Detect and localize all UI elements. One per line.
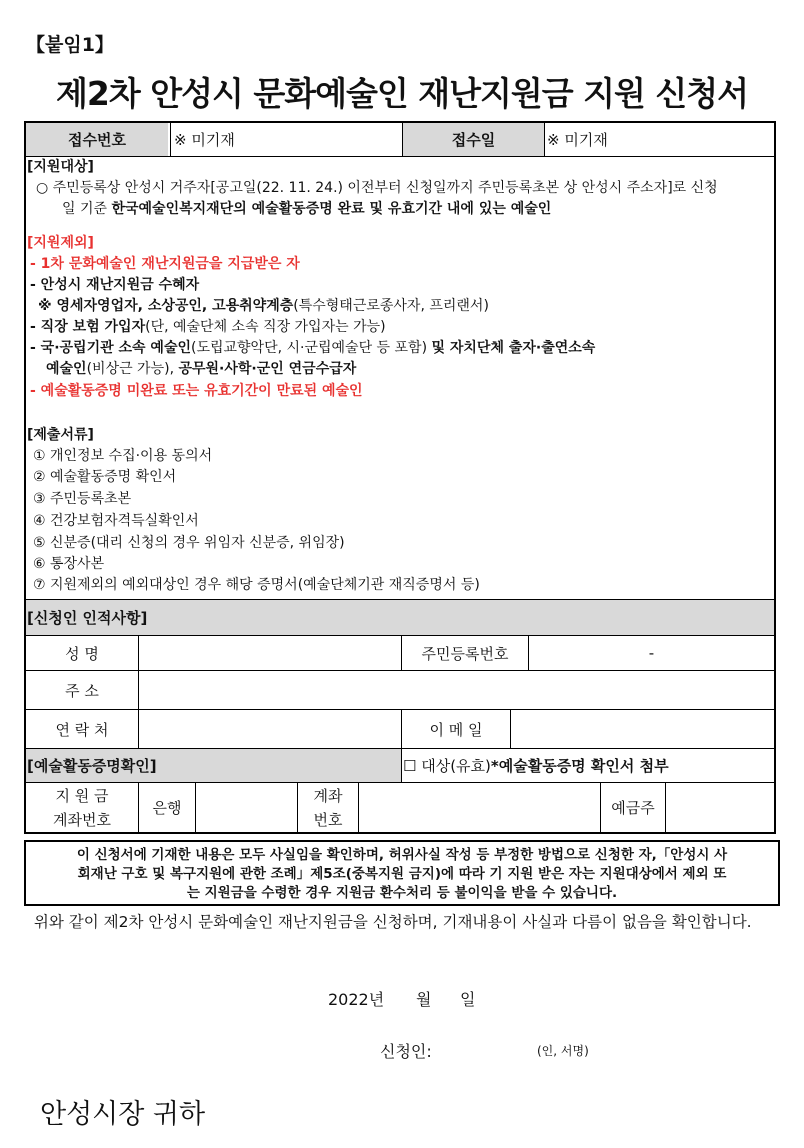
confirmation-statement: 위와 같이 제2차 안성시 문화예술인 재난지원금을 신청하며, 기재내용이 사실과 다름이 없음을 확인합니다. [33,913,752,931]
rrn-field[interactable]: - [648,644,655,662]
exclusion-item-6: 예술인(비상근 가능), 공무원·사학·군인 연금수급자 [46,361,357,377]
bank-label: 은행 [152,799,182,817]
address-field[interactable] [139,671,774,709]
signer-label: 신청인: [380,1042,432,1061]
exclusion-item-2: - 안성시 재난지원금 수혜자 [30,277,200,293]
holder-label: 예금주 [611,799,655,817]
notice-line: 회재난 구호 및 복구지원에 관한 조례」제5조(중복지원 금지)에 따라 기 지원 받은 자는 지원대상에서 제외 또 [77,866,727,882]
account-label: 지 원 금 계좌번호 [53,786,111,829]
contact-label: 연 락 처 [55,720,109,739]
document-item: ⑦ 지원제외의 예외대상인 경우 해당 증명서(예술단체기관 재직증명서 등) [33,577,480,593]
document-item: ⑤ 신분증(대리 신청의 경우 위임자 신분증, 위임장) [33,535,345,551]
document-title: 제2차 안성시 문화예술인 재난지원금 지원 신청서 [56,74,748,113]
art-cert-option[interactable] [403,749,774,782]
document-item: ③ 주민등록초본 [33,491,132,507]
exclusion-item-4: - 직장 보험 가입자(단, 예술단체 소속 직장 가입자는 가능) [30,319,386,335]
receipt-date-label: 접수일 [403,123,544,156]
account-number-label: 계좌 번호 [313,786,343,829]
art-cert-heading: [예술활동증명확인] [26,749,401,782]
contact-field[interactable] [139,710,401,748]
name-label: 성 명 [65,644,99,663]
address-label: 주 소 [65,681,99,700]
date-month: 월 [416,990,432,1009]
eligibility-heading: [지원대상] [27,159,94,175]
exclusion-item-5: - 국·공립기관 소속 예술인(도립교향악단, 시·군립예술단 등 포함) 및 자치단체 출자·출연소속 [30,340,596,356]
name-field[interactable] [139,636,401,670]
documents-heading: [제출서류] [27,427,94,443]
notice-box [24,840,780,906]
art-cert-checkbox[interactable]: ☐ 대상(유효) [403,757,491,775]
addressee: 안성시장 귀하 [40,1099,206,1130]
eligibility-line-2: 일 기준 한국예술인복지재단의 예술활동증명 완료 및 유효기간 내에 있는 예술인 [62,201,552,217]
applicant-heading: [신청인 인적사항] [26,600,774,635]
holder-field[interactable] [666,783,774,832]
rrn-label: 주민등록번호 [421,644,509,663]
receipt-date-value: ※ 미기재 [547,131,608,149]
art-cert-note: *예술활동증명 확인서 첨부 [490,757,669,775]
receipt-number-label: 접수번호 [26,123,168,156]
email-field[interactable] [511,710,774,748]
seal-note: (인, 서명) [537,1044,589,1058]
notice-line: 이 신청서에 기재한 내용은 모두 사실임을 확인하며, 허위사실 작성 등 부정한 방법으로 신청한 자,「안성시 사 [76,847,728,863]
email-label: 이 메 일 [429,720,483,739]
exclusion-item-7: - 예술활동증명 미완료 또는 유효기간이 만료된 예술인 [30,383,363,399]
attachment-label: 【붙임1】 [26,34,114,56]
application-form [24,121,776,834]
date-year: 2022년 [328,990,385,1009]
document-item: ② 예술활동증명 확인서 [33,469,177,485]
document-item: ④ 건강보험자격득실확인서 [33,513,199,529]
date-day: 일 [460,990,476,1009]
document-item: ⑥ 통장사본 [33,556,105,572]
account-number-field[interactable] [359,783,600,832]
receipt-number-value: ※ 미기재 [174,131,235,149]
notice-line: 는 지원금을 수령한 경우 지원금 환수처리 등 불이익을 받을 수 있습니다. [186,885,618,901]
exclusion-item-3: ※ 영세자영업자, 소상공인, 고용취약계층(특수형태근로종사자, 프리랜서) [38,298,489,314]
eligibility-line-1: ○ 주민등록상 안성시 거주자[공고일(22. 11. 24.) 이전부터 신청일까지 주민등록초본 상 안성시 주소자]로 신청 [36,180,718,196]
document-item: ① 개인정보 수집·이용 동의서 [33,448,213,464]
exclusion-item-1: - 1차 문화예술인 재난지원금을 지급받은 자 [30,256,300,272]
exclusion-heading: [지원제외] [27,235,94,251]
bank-field[interactable] [196,783,297,832]
